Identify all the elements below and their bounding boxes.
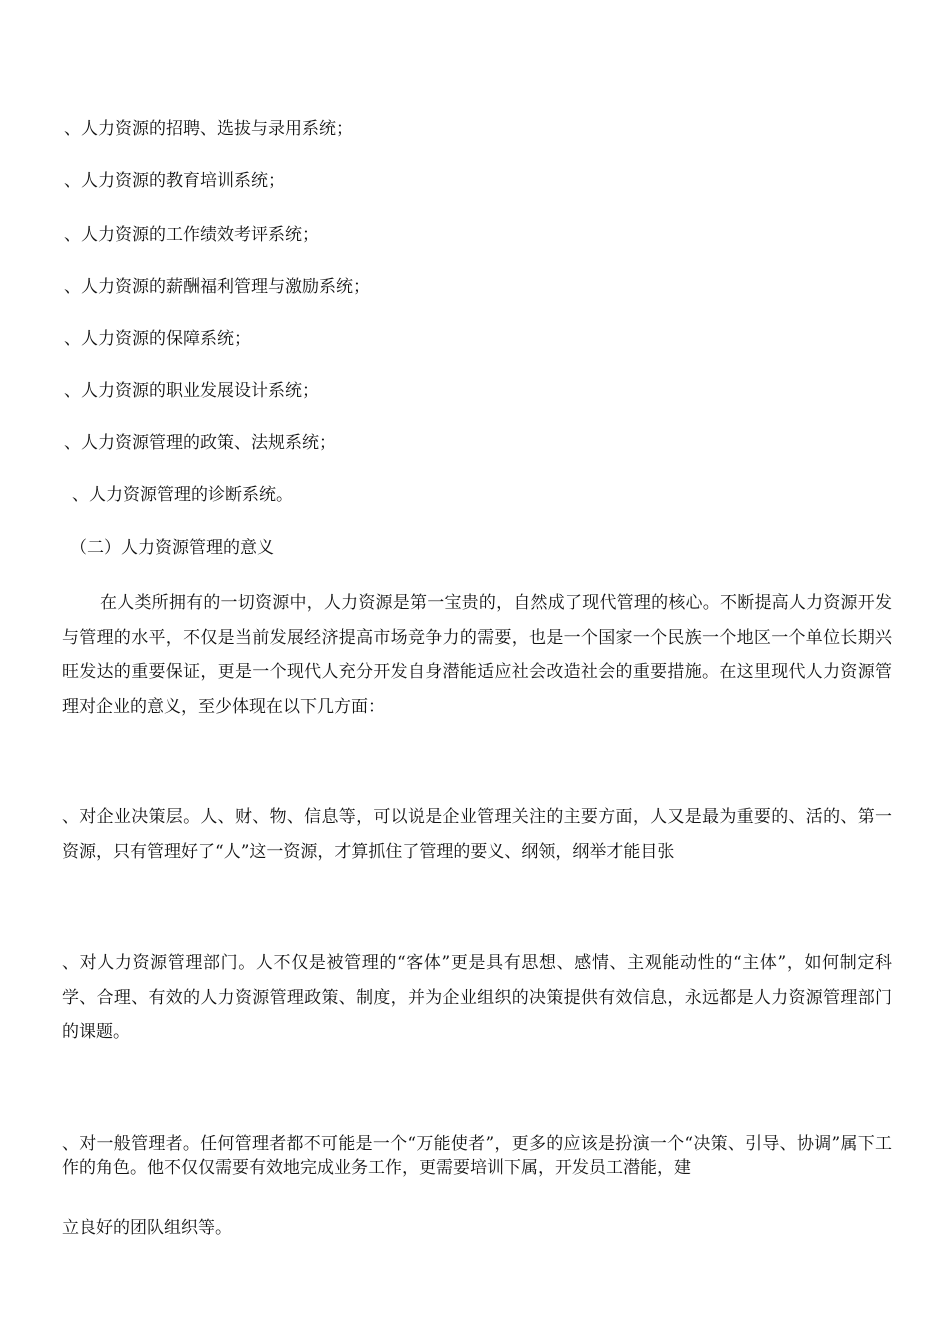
general-manager-text-continued: 立良好的团队组织等。 [62, 1218, 232, 1238]
general-manager-paragraph [62, 1132, 892, 1180]
list-item: 、人力资源的教育培训系统； [64, 171, 285, 191]
list-item: 、人力资源的薪酬福利管理与激励系统； [64, 277, 370, 297]
list-item: 、人力资源的职业发展设计系统； [64, 381, 319, 401]
list-item: 、人力资源的保障系统； [64, 329, 251, 349]
decision-level-text: 、对企业决策层。人、财、物、信息等，可以说是企业管理关注的主要方面，人又是最为重要的、活的、第一资源，只有管理好了“人”这一资源，才算抓住了管理的要义、纲领，纲举才能目张 [62, 807, 892, 862]
section-heading: （二）人力资源管理的意义 [70, 538, 274, 558]
list-item: 、人力资源的招聘、选拔与录用系统； [64, 119, 353, 139]
hr-department-text: 、对人力资源管理部门。人不仅是被管理的“客体”更是具有思想、感情、主观能动性的“主体”，如何制定科学、合理、有效的人力资源管理政策、制度，并为企业组织的决策提供有效信息，永远都是人力资源管理部门的课题。 [62, 953, 892, 1042]
intro-paragraph [62, 586, 892, 724]
intro-paragraph-text: 在人类所拥有的一切资源中，人力资源是第一宝贵的，自然成了现代管理的核心。不断提高人力资源开发与管理的水平，不仅是当前发展经济提高市场竞争力的需要，也是一个国家一个民族一个地区一个单位长期兴旺发达的重要保证，更是一个现代人充分开发自身潜能适应社会改造社会的重要措施。在这里现代人力资源管理对企业的意义，至少体现在以下几方面： [62, 593, 892, 717]
list-item: 、人力资源管理的诊断系统。 [72, 485, 293, 505]
list-item: 、人力资源管理的政策、法规系统； [64, 433, 336, 453]
hr-department-paragraph [62, 946, 892, 1050]
decision-level-paragraph [62, 800, 892, 869]
general-manager-text: 、对一般管理者。任何管理者都不可能是一个“万能使者”，更多的应该是扮演一个“决策、引导、协调”属下工作的角色。他不仅仅需要有效地完成业务工作，更需要培训下属，开发员工潜能，建 [62, 1134, 892, 1178]
list-item: 、人力资源的工作绩效考评系统； [64, 225, 319, 245]
